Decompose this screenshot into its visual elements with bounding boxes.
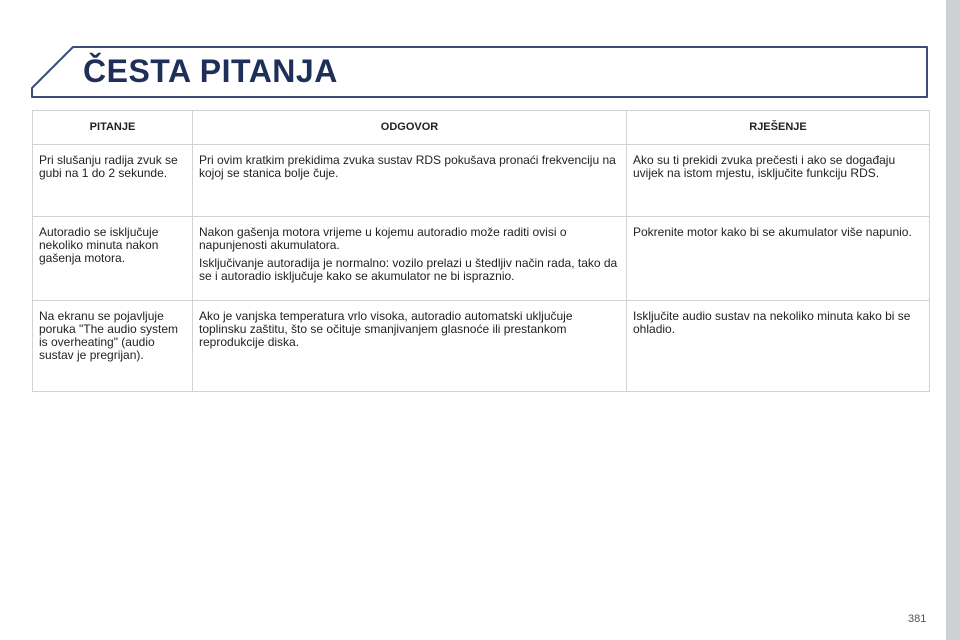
- question-text: Pri slušanju radija zvuk se gubi na 1 do 2 sekunde.: [39, 153, 178, 180]
- answer-text: Nakon gašenja motora vrijeme u kojemu autoradio može raditi ovisi o napunjenosti akumulatora.: [199, 225, 567, 252]
- answer-cell: [193, 145, 627, 217]
- answer-text: Pri ovim kratkim prekidima zvuka sustav RDS pokušava pronaći frekvenciju na kojoj se stanica bolje čuje.: [199, 153, 616, 180]
- answer-cell: [193, 301, 627, 392]
- answer-text: Isključivanje autoradija je normalno: vozilo prelazi u štedljiv način rada, tako da se i autoradio isključuje kako se akumulator ne bi ispraznio.: [199, 256, 618, 283]
- solution-cell: [627, 301, 930, 392]
- table-header-row: [33, 111, 930, 145]
- table-row: [33, 301, 930, 392]
- solution-cell: [627, 217, 930, 301]
- answer-cell: [193, 217, 627, 301]
- column-header-solution: RJEŠENJE: [627, 111, 930, 145]
- question-text: Na ekranu se pojavljuje poruka "The audio system is overheating" (audio sustav je pregrijan).: [39, 309, 178, 362]
- table-row: [33, 145, 930, 217]
- answer-text: Ako je vanjska temperatura vrlo visoka, autoradio automatski uključuje toplinsku zaštitu, što se očituje smanjivanjem glasnoće ili prestankom reprodukcije diska.: [199, 309, 573, 349]
- column-header-answer: ODGOVOR: [193, 111, 627, 145]
- table-row: [33, 217, 930, 301]
- faq-table: [32, 110, 930, 392]
- solution-text: Ako su ti prekidi zvuka prečesti i ako se događaju uvijek na istom mjestu, isključite funkciju RDS.: [633, 153, 896, 180]
- title-banner: [0, 0, 946, 110]
- column-header-question: PITANJE: [33, 111, 193, 145]
- page-side-strip: [946, 0, 960, 640]
- solution-text: Isključite audio sustav na nekoliko minuta kako bi se ohladio.: [633, 309, 911, 336]
- page-title: ČESTA PITANJA: [83, 53, 338, 89]
- question-cell: [33, 145, 193, 217]
- question-cell: [33, 217, 193, 301]
- question-text: Autoradio se isključuje nekoliko minuta nakon gašenja motora.: [39, 225, 159, 265]
- question-cell: [33, 301, 193, 392]
- solution-cell: [627, 145, 930, 217]
- solution-text: Pokrenite motor kako bi se akumulator više napunio.: [633, 225, 912, 239]
- page-number: 381: [908, 613, 927, 625]
